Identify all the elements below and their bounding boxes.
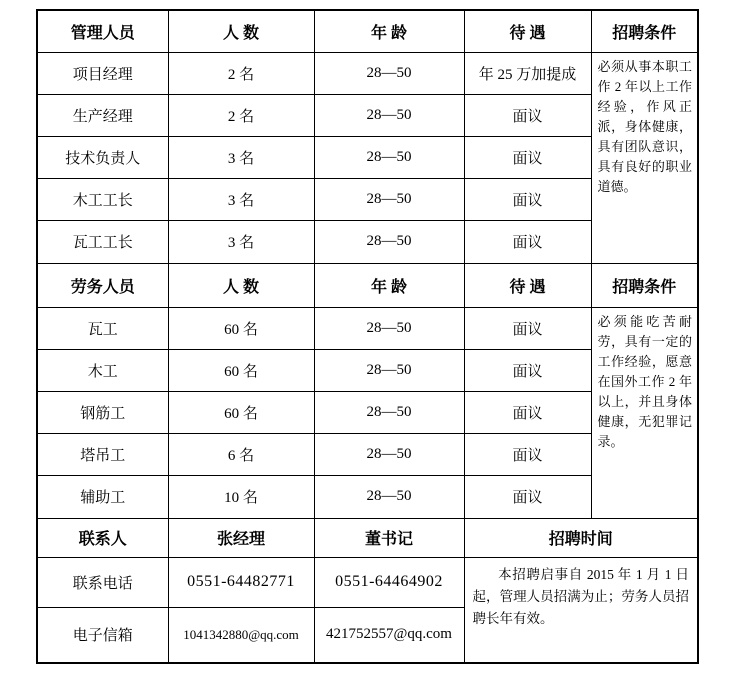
header-salary: 待 遇 — [464, 10, 591, 52]
cell-count: 3 名 — [168, 136, 314, 178]
cell-salary: 面议 — [464, 307, 591, 349]
email-address-2: 421752557@qq.com — [314, 607, 464, 663]
cell-age: 28—50 — [314, 136, 464, 178]
header-recruitment-time: 招聘时间 — [464, 518, 698, 557]
cell-count: 2 名 — [168, 52, 314, 94]
cell-role: 生产经理 — [37, 94, 168, 136]
header-salary: 待 遇 — [464, 263, 591, 307]
cell-age: 28—50 — [314, 391, 464, 433]
cell-salary: 面议 — [464, 136, 591, 178]
table-row — [37, 307, 698, 349]
cell-count: 6 名 — [168, 433, 314, 475]
cell-age: 28—50 — [314, 475, 464, 518]
cell-role: 木工 — [37, 349, 168, 391]
cell-role: 木工工长 — [37, 178, 168, 220]
cell-count: 60 名 — [168, 391, 314, 433]
cell-salary: 面议 — [464, 475, 591, 518]
cell-age: 28—50 — [314, 349, 464, 391]
cell-salary: 面议 — [464, 391, 591, 433]
cell-role: 塔吊工 — [37, 433, 168, 475]
cell-role: 瓦工 — [37, 307, 168, 349]
cell-age: 28—50 — [314, 94, 464, 136]
cell-age: 28—50 — [314, 220, 464, 263]
phone-number-1: 0551-64482771 — [168, 557, 314, 607]
phone-label: 联系电话 — [37, 557, 168, 607]
cell-role: 瓦工工长 — [37, 220, 168, 263]
laborers-header-row — [37, 263, 698, 307]
header-laborers: 劳务人员 — [37, 263, 168, 307]
phone-row — [37, 557, 698, 607]
managers-header-row — [37, 10, 698, 52]
cell-count: 2 名 — [168, 94, 314, 136]
email-address-1: 1041342880@qq.com — [168, 607, 314, 663]
cell-salary: 面议 — [464, 220, 591, 263]
contact-name-2: 董书记 — [314, 518, 464, 557]
header-count: 人 数 — [168, 10, 314, 52]
header-conditions: 招聘条件 — [591, 10, 698, 52]
header-count: 人 数 — [168, 263, 314, 307]
cell-age: 28—50 — [314, 433, 464, 475]
cell-count: 3 名 — [168, 220, 314, 263]
cell-role: 项目经理 — [37, 52, 168, 94]
cell-count: 10 名 — [168, 475, 314, 518]
cell-salary: 面议 — [464, 178, 591, 220]
cell-salary: 年 25 万加提成 — [464, 52, 591, 94]
cell-salary: 面议 — [464, 94, 591, 136]
header-contact-person: 联系人 — [37, 518, 168, 557]
table-row — [37, 52, 698, 94]
contact-header-row — [37, 518, 698, 557]
cell-salary: 面议 — [464, 349, 591, 391]
header-conditions: 招聘条件 — [591, 263, 698, 307]
cell-age: 28—50 — [314, 307, 464, 349]
header-managers: 管理人员 — [37, 10, 168, 52]
managers-conditions-cell: 必须从事本职工作 2 年以上工作经验，作风正派，身体健康，具有团队意识，具有良好的职业道德。 — [591, 52, 698, 263]
recruitment-time-note: 本招聘启事自 2015 年 1 月 1 日起，管理人员招满为止；劳务人员招聘长年有效。 — [464, 557, 698, 663]
cell-count: 60 名 — [168, 307, 314, 349]
email-label: 电子信箱 — [37, 607, 168, 663]
cell-age: 28—50 — [314, 52, 464, 94]
cell-role: 辅助工 — [37, 475, 168, 518]
contact-name-1: 张经理 — [168, 518, 314, 557]
cell-role: 技术负责人 — [37, 136, 168, 178]
header-age: 年 龄 — [314, 10, 464, 52]
laborers-conditions-cell: 必须能吃苦耐劳，具有一定的工作经验，愿意在国外工作 2 年以上，并且身体健康，无犯罪记录。 — [591, 307, 698, 518]
header-age: 年 龄 — [314, 263, 464, 307]
cell-salary: 面议 — [464, 433, 591, 475]
cell-age: 28—50 — [314, 178, 464, 220]
recruitment-table — [36, 9, 699, 664]
cell-count: 60 名 — [168, 349, 314, 391]
cell-count: 3 名 — [168, 178, 314, 220]
phone-number-2: 0551-64464902 — [314, 557, 464, 607]
cell-role: 钢筋工 — [37, 391, 168, 433]
